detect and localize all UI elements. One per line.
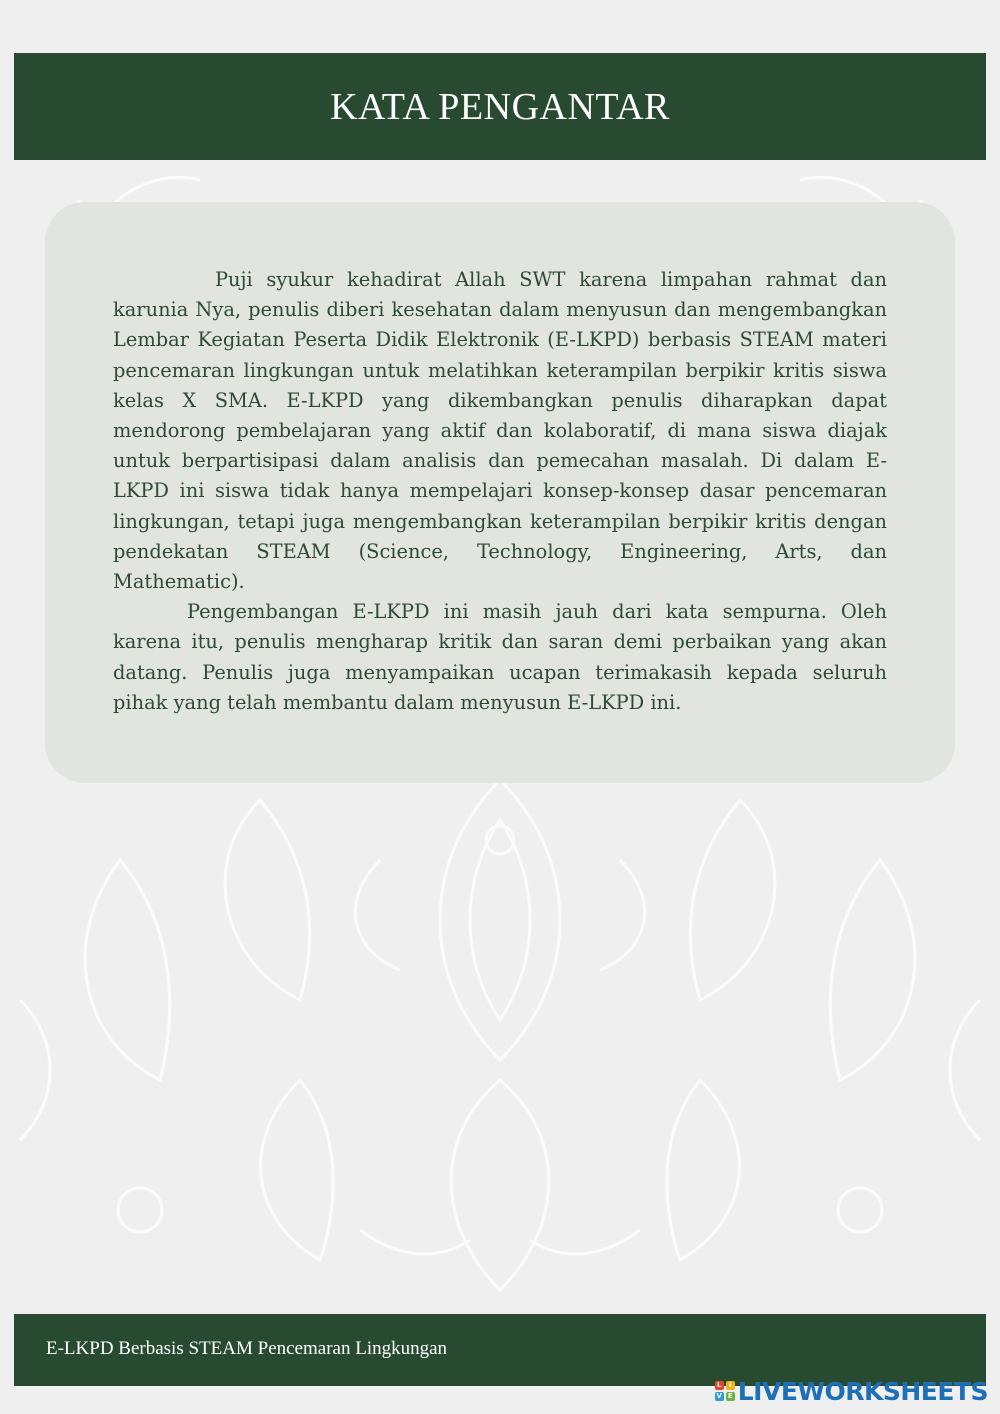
paragraph-1: Puji syukur kehadirat Allah SWT karena limpahan rahmat dan karunia Nya, penulis diberi kesehatan dalam menyusun dan mengembangkan Lembar Kegiatan Peserta Didik Elektronik (E-LKPD) berbasis STEAM materi pencemaran lingkungan untuk melatihkan keterampilan berpikir kritis siswa kelas X SMA. E-LKPD yang dikembangkan penulis diharapkan dapat mendorong pembelajaran yang aktif dan kolaboratif, di mana siswa diajak untuk berpartisipasi dalam analisis dan pemecahan masalah. Di dalam E-LKPD ini siswa tidak hanya mempelajari konsep-konsep dasar pencemaran lingkungan, tetapi juga mengembangkan keterampilan berpikir kritis dengan pendekatan STEAM (Science, Technology, Engineering, Arts, dan Mathematic). <box>113 268 887 594</box>
paragraph-2: Pengembangan E-LKPD ini masih jauh dari kata sempurna. Oleh karena itu, penulis mengharap kritik dan saran demi perbaikan yang akan datang. Penulis juga menyampaikan ucapan terimakasih kepada seluruh pihak yang telah membantu dalam menyusun E-LKPD ini. <box>113 600 887 714</box>
liveworksheets-logo <box>715 1376 988 1406</box>
page-header <box>14 53 986 160</box>
body-text <box>113 265 887 718</box>
page-title: KATA PENGANTAR <box>330 85 670 128</box>
liveworksheets-icon: L I V E <box>715 1381 735 1401</box>
liveworksheets-wordmark: LIVEWORKSHEETS <box>737 1376 988 1406</box>
footer-title: E-LKPD Berbasis STEAM Pencemaran Lingkungan <box>46 1338 448 1359</box>
content-card <box>45 202 955 783</box>
